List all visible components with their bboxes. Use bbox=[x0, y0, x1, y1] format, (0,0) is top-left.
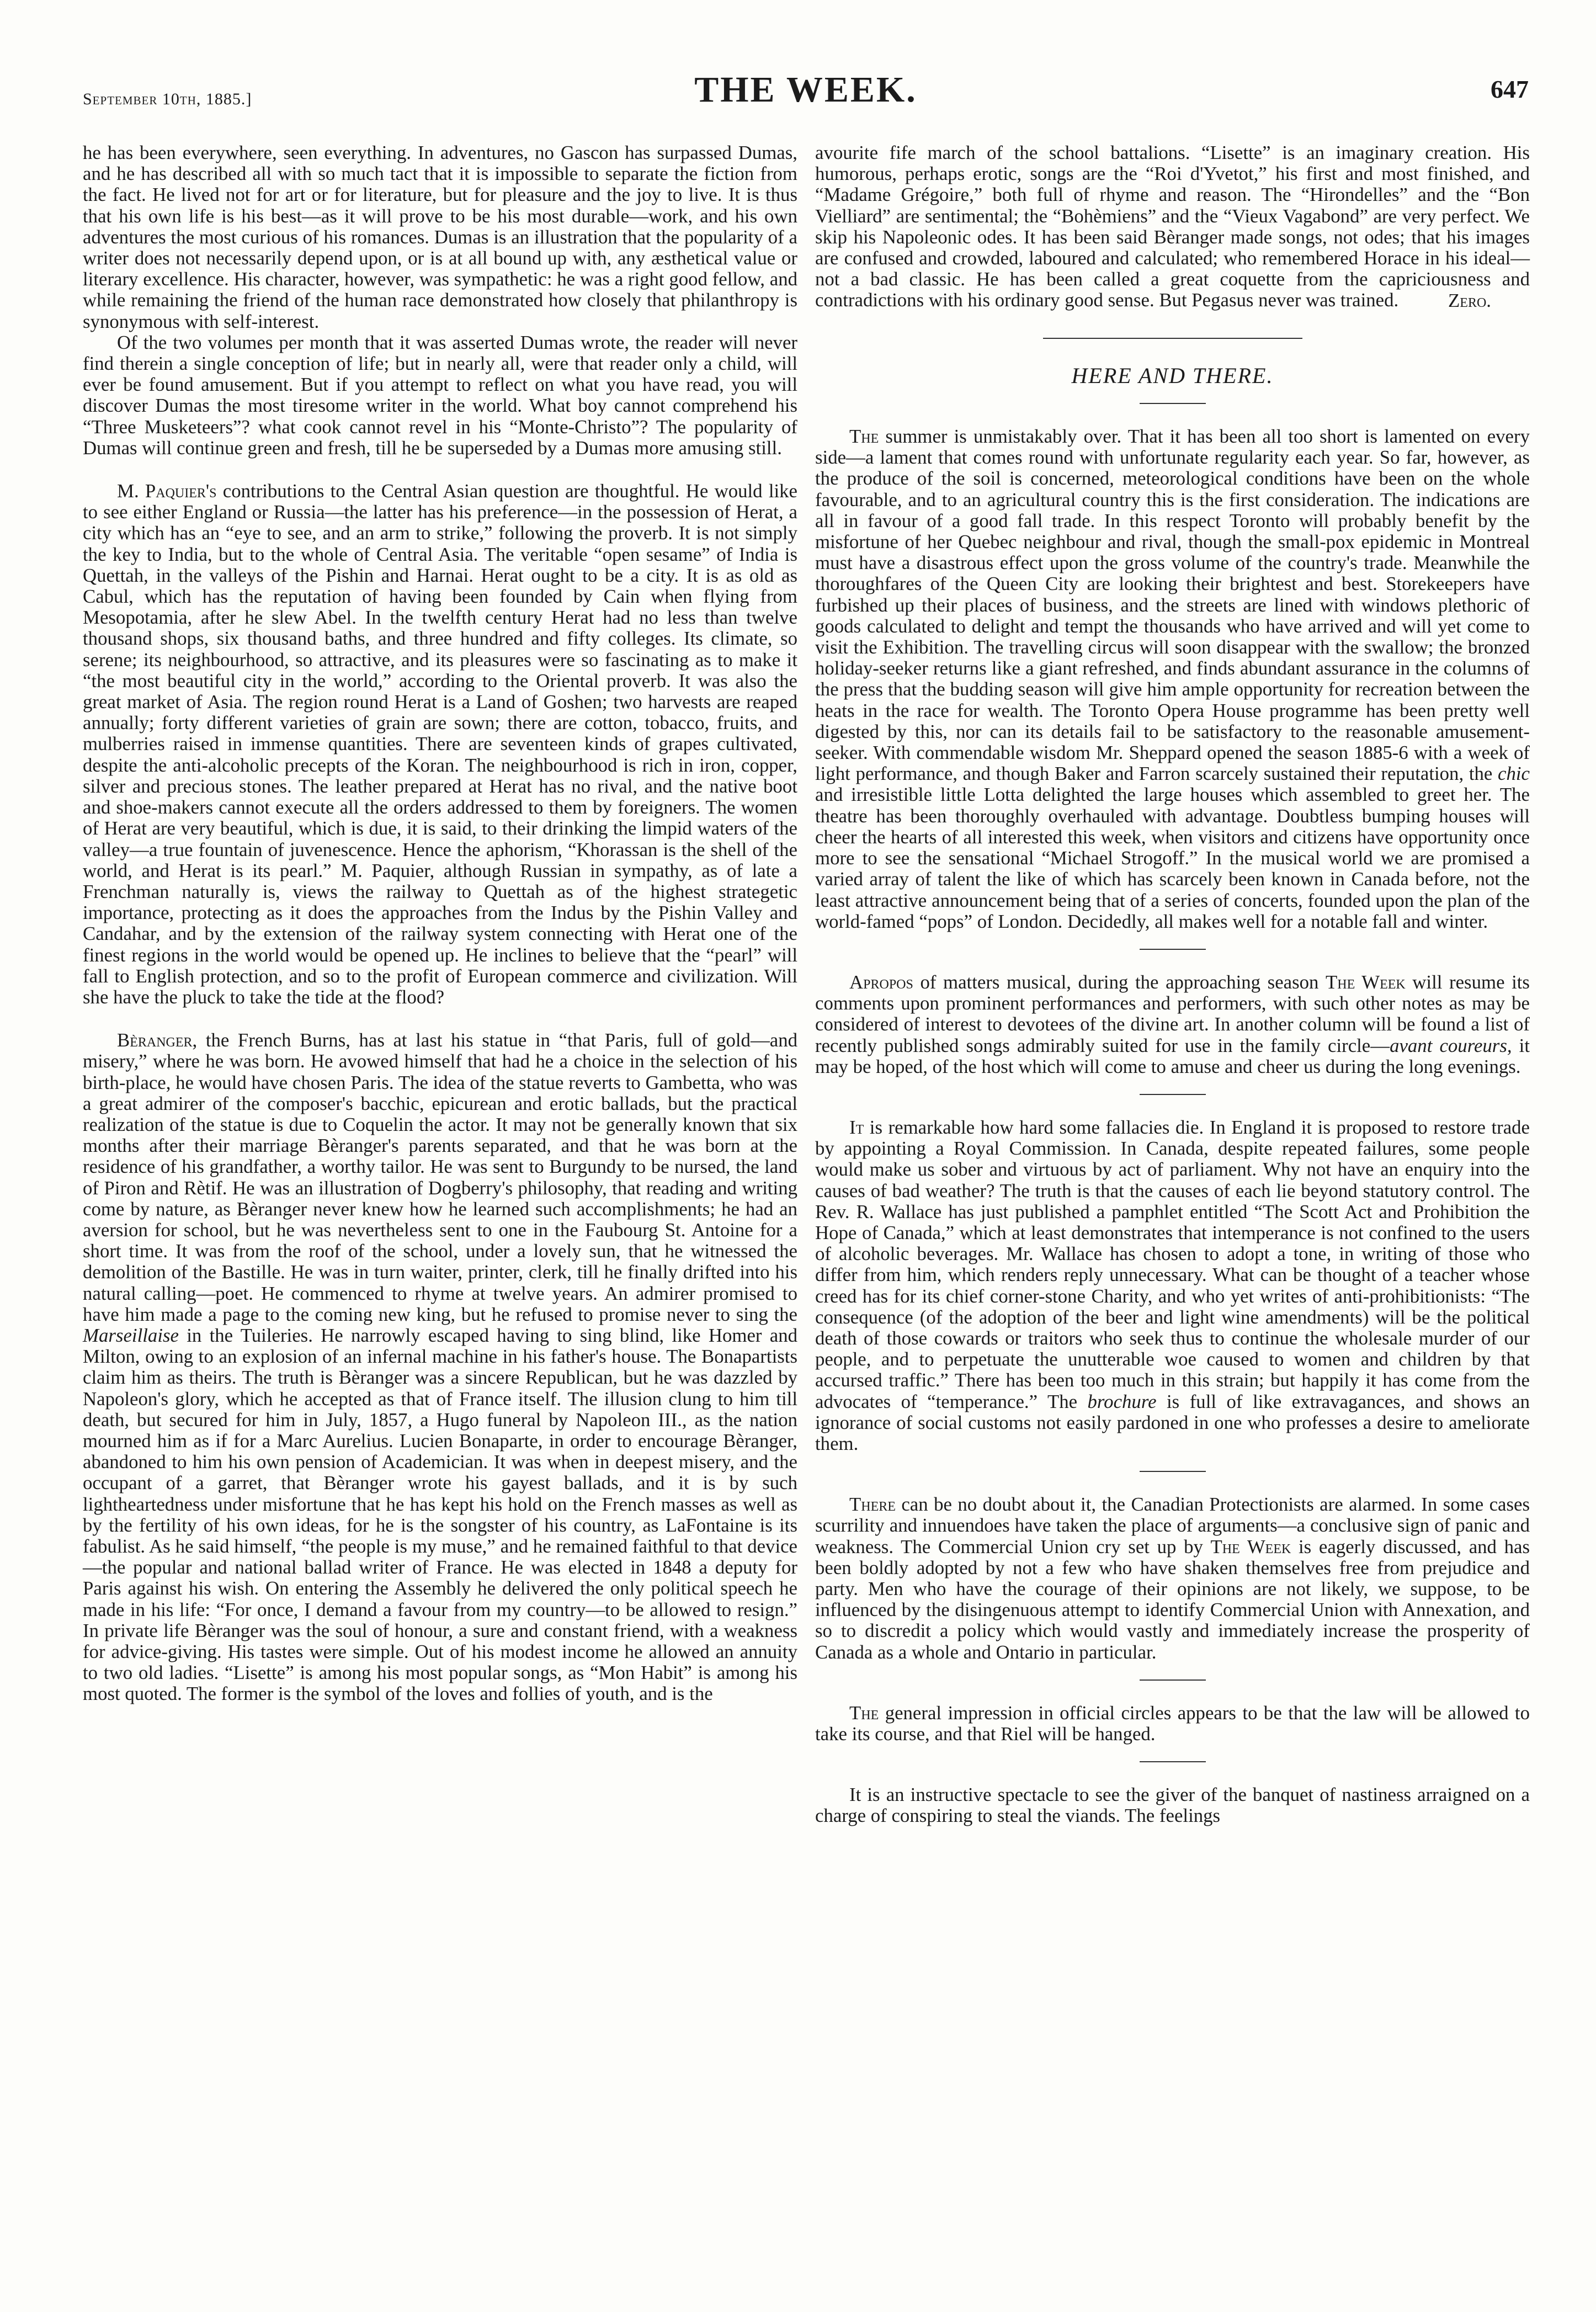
right-column bbox=[815, 142, 1530, 1827]
fallacies-text-a: is remarkable how hard some fallacies die. In England it is proposed to restore trade by appointing a Royal Commission. In Canada, despite repeated failures, some people would make us sober and virtuous by act of parliament. Why not have an enquiry into the causes of bad weather? The truth is that the causes of each lie beyond statutory control. The Rev. R. Wallace has just published a pamphlet entitled “The Scott Act and Prohibition the Hope of Canada,” which at least demonstrates that intemperance is not confined to the users of alcoholic beverages. Mr. Wallace has chosen to adopt a tone, in writing of those who differ from him, which renders reply unnecessary. What can be thought of a teacher whose creed has for its chief corner-stone Charity, and who yet writes of anti-prohibitionists: “The consequence (of the adoption of the beer and light wine amendments) will be the political death of those cowards or traitors who seek thus to continue the wholesale murder of our people, and to perpetuate the unutterable woe caused to women and children by that accursed traffic.” There has been too much in this strain; but happily it has come from the advocates of “temperance.” The bbox=[815, 1116, 1530, 1412]
apropos-paragraph bbox=[815, 972, 1530, 1077]
the-week-mention-1: The Week bbox=[1326, 971, 1406, 993]
paragraph-rule-5 bbox=[1140, 1761, 1206, 1762]
avant-coureurs: avant coureurs, bbox=[1390, 1034, 1512, 1056]
summer-lead: The bbox=[849, 426, 879, 448]
paquier-text: contributions to the Central Asian question are thoughtful. He would like to see either England or Russia—the latter has his preference—in the possession of Herat, a city which has an “eye to see, and an arm to strike,” following the proverb. It is not simply the key to India, but to the whole of Central Asia. The veritable “open sesame” of India is Quettah, in the valleys of the Pishin and Harnai. Herat ought to be a city. It is as old as Cabul, which has the reputation of having been founded by Cain when flying from Mesopotamia, after he slew Abel. In the twelfth century Herat had no less than twelve thousand shops, six thousand baths, and three hundred and fifty colleges. Its climate, so serene; its neighbourhood, so attractive, and its pleasures were so fascinating as to make it “the most beautiful city in the world,” according to the Oriental proverb. It was also the great market of Asia. The region round Herat is a Land of Goshen; two harvests are reaped annually; forty different varieties of grain are sown; there are cotton, tobacco, fruits, and mulberries raised in immense quantities. There are seventeen kinds of grapes cultivated, despite the anti-alcoholic precepts of the Koran. The neighbourhood is rich in iron, copper, silver and precious stones. The leather prepared at Herat has no rival, and the native boot and shoe-makers cannot execute all the orders addressed to them by foreigners. The women of Herat are very beautiful, which is due, it is said, to their drinking the limpid waters of the valley—a true fountain of juvenescence. Hence the aphorism, “Khorassan is the shell of the world, and Herat is its pearl.” M. Paquier, although Russian in sympathy, as of late a Frenchman naturally is, views the railway to Quettah as of the highest strategetic importance, protecting as it does the approaches from the Indus by the Pishin Valley and Candahar, and by the extension of the railway system connecting with Herat one of the finest regions in the world would be opened up. He inclines to believe that the “pearl” will fall to English protection, and so to the profit of European commerce and civilization. Will she have the pluck to take the tide at the flood? bbox=[83, 480, 798, 1008]
riel-text: general impression in official circles appears to be that the law will be allowed to take its course, and that Riel will be hanged. bbox=[815, 1702, 1530, 1745]
beranger-text-a: the French Burns, has at last his statue in “that Paris, full of gold—and misery,” where he was born. He avowed himself that had he a choice in the selection of his birth-place, he would have chosen Paris. The idea of the statue reverts to Gambetta, who was a great admirer of the composer's bacchic, epicurean and erotic ballads, but the practical realization of the statue is due to Coquelin the actor. It may not be generally known that six months after their marriage Bèranger's parents separated, and that he was born at the residence of his grandfather, a worthy tailor. He was sent to Burgundy to be nursed, the land of Piron and Rètif. He was an illustration of Dogberry's philosophy, that reading and writing come by nature, as Bèranger never knew how he learned such accomplishments; he had an aversion for school, but he was nevertheless sent to one in the Faubourg St. Antoine for a short time. It was from the roof of the school, under a lovely sun, that he witnessed the demolition of the Bastille. He was in turn waiter, printer, clerk, till he finally drifted into his natural calling—poet. He commenced to rhyme at twelve years. An admirer promised to have him made a page to the coming new king, but he refused to promise never to sing the bbox=[83, 1029, 797, 1325]
banquet-paragraph: It is an instructive spectacle to see the giver of the banquet of nastiness arraigned on a charge of conspiring to steal the viands. The feelings bbox=[815, 1784, 1530, 1827]
beranger-lead: Bèranger, bbox=[117, 1029, 198, 1051]
dumas-paragraph-2: Of the two volumes per month that it was asserted Dumas wrote, the reader will never find therein a single conception of life; but in nearly all, were that reader only a child, will ever be found amusement. But if you attempt to reflect on what you have read, you will discover Dumas the most tiresome writer in the world. What boy cannot comprehend his “Three Musketeers”? what cook cannot revel in his “Monte-Christo”? The popularity of Dumas will continue green and fresh, till he be superseded by a Dumas more amusing still. bbox=[83, 331, 797, 459]
running-head bbox=[83, 69, 1529, 130]
paragraph-rule-2 bbox=[1140, 1094, 1206, 1095]
paragraph-rule-4 bbox=[1140, 1679, 1206, 1681]
paragraph-rule-1 bbox=[1140, 949, 1206, 950]
beranger-paragraph bbox=[83, 1030, 797, 1705]
protectionists-paragraph bbox=[815, 1494, 1530, 1663]
fallacies-lead: It bbox=[849, 1116, 864, 1138]
issue-date: September 10th, 1885.] bbox=[83, 90, 252, 108]
publication-title: THE WEEK. bbox=[694, 70, 917, 110]
beranger-continued: avourite fife march of the school battalions. “Lisette” is an imaginary creation. His humorous, perhaps erotic, songs are the “Roi d'Yvetot,” his first and most finished, and “Madame Grégoire,” both full of rhyme and reason. The “Hirondelles” and the “Bon Vielliard” are sentimental; the “Bohèmiens” and the “Vieux Vagabond” are very perfect. We skip his Napoleonic odes. It has been said Bèranger made songs, not odes; that his images are confused and crowded, laboured and calculated; who remembered Horace in his ideal—not a bad classic. He has been called a great coquette from the capriciousness and contradictions with his ordinary good sense. But Pegasus never was trained. bbox=[815, 142, 1530, 311]
paquier-paragraph bbox=[83, 481, 797, 1008]
paragraph-rule-3 bbox=[1140, 1471, 1206, 1472]
left-column bbox=[83, 142, 797, 1705]
marseillaise-title: Marseillaise bbox=[83, 1324, 179, 1346]
heading-rule bbox=[1140, 403, 1206, 404]
page-number: 647 bbox=[1491, 75, 1529, 103]
chic-word: chic bbox=[1498, 763, 1530, 785]
apropos-lead: Apropos bbox=[849, 971, 913, 993]
apropos-text-b: will resume its comments upon prominent performances and performers, with such other notes as may be considered of interest to devotees of the divine art. In another column will be found a list of recently published songs admirably suited for use in the family circle— bbox=[815, 971, 1530, 1056]
section-heading: HERE AND THERE. bbox=[1071, 363, 1274, 388]
summer-text-a: summer is unmistakably over. That it has been all too short is lamented on every side—a lament that comes round with unfortunate regularity each year. So far, however, as the produce of the soil is concerned, meteorological conditions have been on the whole favourable, and to an agricultural country this is the first consideration. The indications are all in favour of a good fall trade. In this respect Toronto will probably benefit by the misfortune of her Quebec neighbour and rival, though the small-pox epidemic in Montreal must have a disastrous effect upon the gross volume of the country's trade. Meanwhile the thoroughfares of the Queen City are looking their brightest and best. Storekeepers have furbished up their places of business, and the streets are lined with windows plethoric of goods calculated to delight and tempt the thousands who have arrived and will yet come to visit the Exhibition. The travelling circus will soon disappear with the swallow; the bronzed holiday-seeker returns like a giant refreshed, and finds abundant assurance in the columns of the press that the budding season will give him ample opportunity for recreation between the heats in the race for wealth. The Toronto Opera House programme has been pretty well digested by this, nor can its details fail to be satisfactory to the reasonable amusement-seeker. With commendable wisdom Mr. Sheppard opened the season 1885-6 with a week of light performance, and though Baker and Farron scarcely sustained their reputation, the bbox=[815, 426, 1530, 785]
fallacies-paragraph bbox=[815, 1117, 1530, 1454]
beranger-text-b: in the Tuileries. He narrowly escaped having to sing blind, like Homer and Milton, owing to an explosion of an infernal machine in his father's house. The Bonapartists claim him as theirs. The truth is Bèranger was a sincere Republican, but he was dazzled by Napoleon's glory, which he accepted as that of France itself. The illusion clung to him till death, but secured for him in July, 1857, a Hugo funeral by Napoleon III., as the nation mourned him as if for a Marc Aurelius. Lucien Bonaparte, in order to encourage Bèranger, abandoned to him his own pension of Academician. It was when in deepest misery, and the occupant of a garret, that Bèranger wrote his gayest ballads, and it is by such lightheartedness under misfortune that he has kept his hold on the French masses as well as by the fertility of his own ideas, for he is the songster of his country, as LaFontaine is its fabulist. As he said himself, “the people is my muse,” and he remained faithful to that device—the popular and national ballad writer of France. He was elected in 1848 a deputy for Paris against his wish. On entering the Assembly he delivered the only political speech he made in his life: “For once, I demand a favour from my country—to be allowed to resign.” In private life Bèranger was the soul of honour, a sure and constant friend, with a weakness for advice-giving. His tastes were simple. Out of his modest income he allowed an annuity to two old ladies. “Lisette” is among his most popular songs, as “Mon Habit” is among his most quoted. The former is the symbol of the loves and follies of youth, and is the bbox=[83, 1324, 797, 1705]
dumas-paragraph-1: he has been everywhere, seen everything. In adventures, no Gascon has surpassed Dumas, and he has described all with so much tact that it is impossible to separate the fiction from the fact. He lived not for art or for literature, but for pleasure and the joy to live. It is thus that his own life is his best—as it will prove to be his most durable—work, and his own adventures the most curious of his romances. Dumas is an illustration that the popularity of a writer does not necessarily depend upon, or is at all bound up with, any æsthetical value or literary excellence. His character, however, was sympathetic: he was a right good fellow, and while remaining the friend of the human race demonstrated how closely that philanthropy is synonymous with self-interest. bbox=[83, 142, 797, 332]
apropos-text-c: it may be hoped, of the host which will come to amuse and cheer us during the long evenings. bbox=[815, 1034, 1530, 1077]
protectionists-text-b: is eagerly discussed, and has been boldly adopted by not a few who have shaken themselves free from prejudice and party. Men who have the courage of their opinions are not likely, we suppose, to be influenced by the disingenuous attempt to identify Commercial Union with Annexation, and so to discredit a policy which would vastly and immediately increase the prosperity of Canada as a whole and Ontario in particular. bbox=[815, 1535, 1530, 1663]
fallacies-text-b: is full of like extravagances, and shows an ignorance of social customs not easily pardoned in one who professes a desire to ameliorate them. bbox=[815, 1390, 1530, 1454]
riel-lead: The bbox=[849, 1702, 879, 1724]
apropos-text-a: of matters musical, during the approaching season bbox=[913, 971, 1326, 993]
section-divider bbox=[1043, 338, 1302, 339]
riel-paragraph bbox=[815, 1703, 1530, 1745]
author-signature: Zero. bbox=[1448, 289, 1491, 311]
brochure-word: brochure bbox=[1087, 1390, 1157, 1412]
protectionists-lead: There bbox=[849, 1494, 896, 1516]
summer-paragraph bbox=[815, 426, 1530, 932]
protectionists-text-a: can be no doubt about it, the Canadian Protectionists are alarmed. In some cases scurrility and innuendoes have taken the place of arguments—a conclusive sign of panic and weakness. The Commercial Union cry set up by bbox=[815, 1494, 1530, 1558]
summer-text-b: and irresistible little Lotta delighted the large houses which assembled to greet her. The theatre has been thoroughly overhauled with advantage. Doubtless bumping houses will cheer the hearts of all interested this week, when visitors and citizens have opportunity once more to see the sensational “Michael Strogoff.” In the musical world we are promised a varied array of talent the like of which has scarcely been known in Canada before, not the least attractive announcement being that of a series of concerts, founded upon the plan of the world-famed “pops” of London. Decidedly, all makes well for a notable fall and winter. bbox=[815, 784, 1530, 932]
the-week-mention-2: The Week bbox=[1210, 1535, 1291, 1558]
paquier-lead: M. Paquier's bbox=[117, 480, 217, 502]
